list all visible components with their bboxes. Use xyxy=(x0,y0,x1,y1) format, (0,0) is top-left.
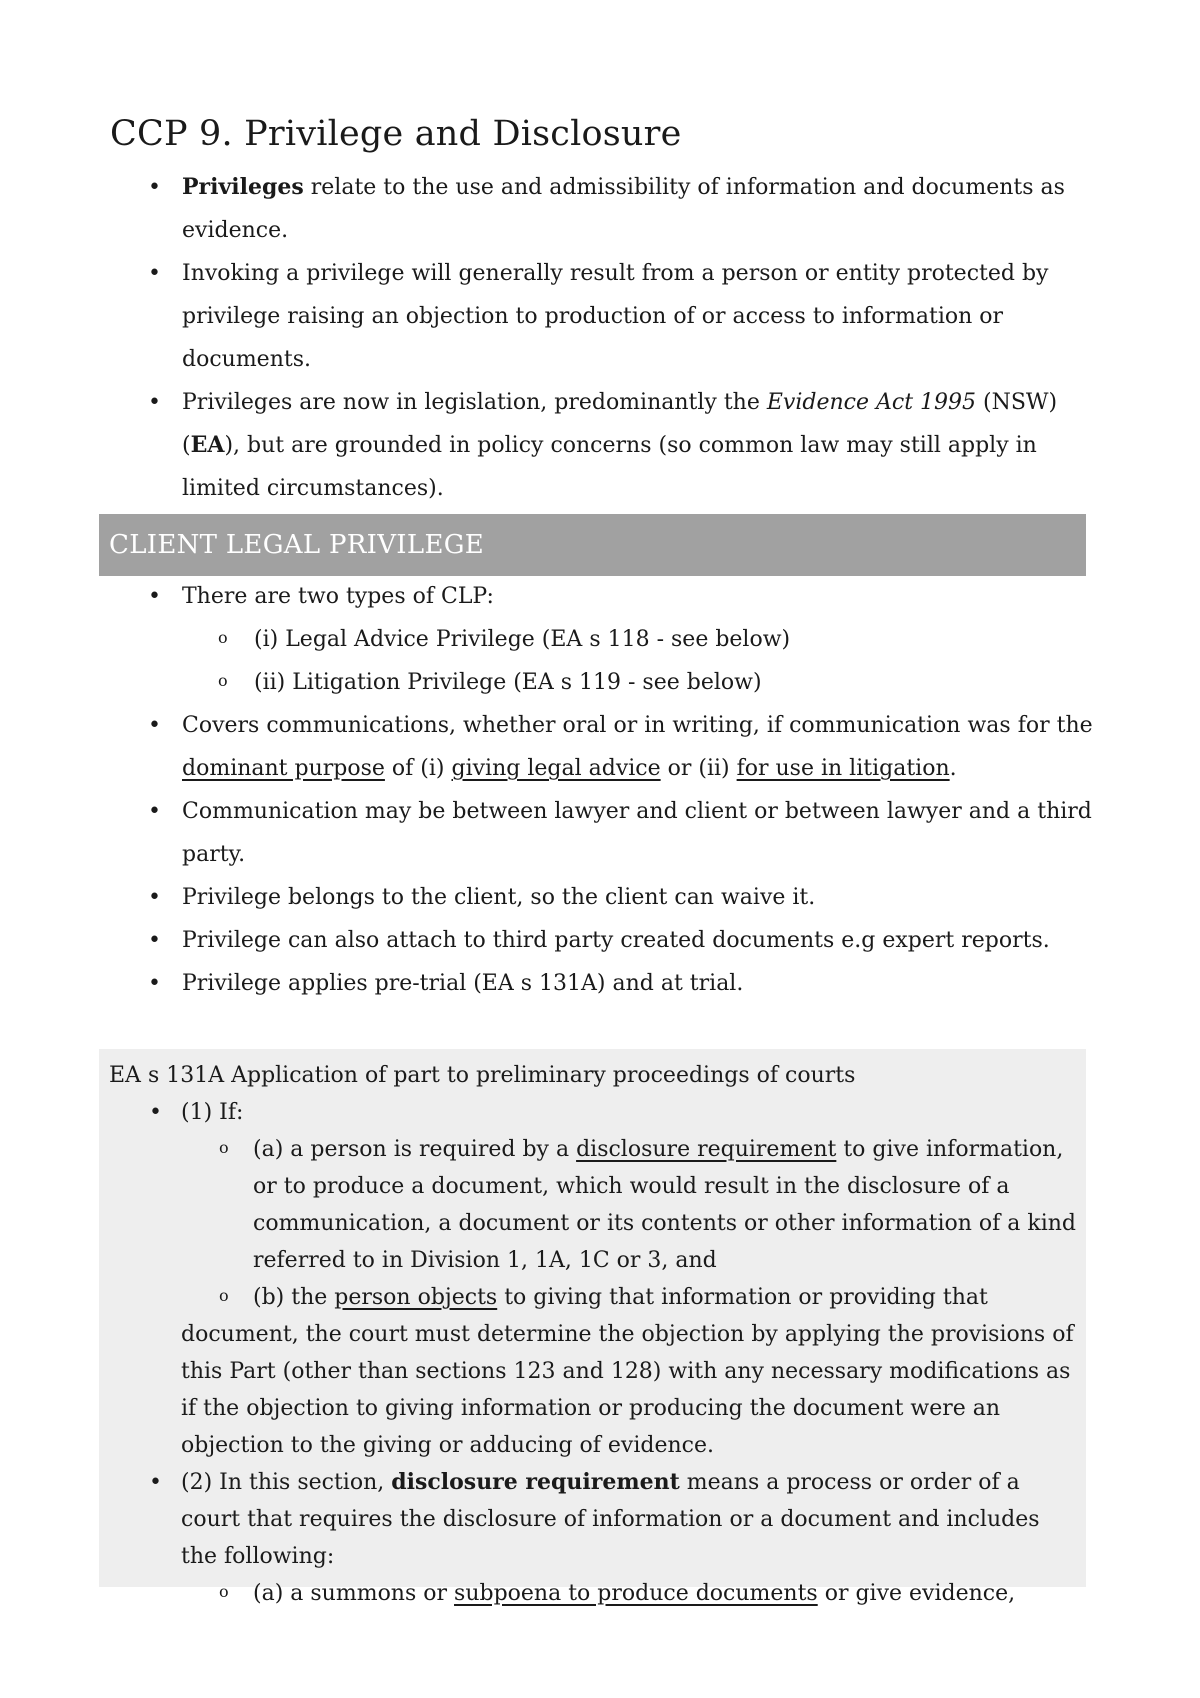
statute-item: • (2) In this section, disclosure requirement means a process or order of a court that requires the disclosure of information or a document and includes the following: xyxy=(109,1464,1076,1575)
act-name: Evidence Act 1995 xyxy=(766,390,977,415)
statute-extract-box xyxy=(99,1049,1086,1606)
statute-sub-item: o (b) the person objects to giving that information or providing that document, the court must determine the objection by applying the provisions of this Part (other than sections 123 and 128) with any necessary modifications as if the objection to giving information or producing the document were an objection to the giving or adducing of evidence. xyxy=(109,1279,1076,1464)
bold-term: Privileges xyxy=(182,174,304,200)
list-item: • Privileges are now in legislation, predominantly the Evidence Act 1995 (NSW) (EA), but are grounded in policy concerns (so common law may still apply in limited circumstances). xyxy=(110,381,1110,510)
underlined-term: person objects xyxy=(334,1285,498,1310)
statute-item: • (1) If: xyxy=(109,1094,1076,1131)
statute-heading: EA s 131A Application of part to preliminary proceedings of courts xyxy=(109,1063,856,1088)
underlined-term: disclosure requirement xyxy=(576,1137,837,1162)
list-item: • Privileges relate to the use and admissibility of information and documents as evidence. xyxy=(110,166,1110,252)
list-item: • Privilege can also attach to third party created documents e.g expert reports. xyxy=(110,919,1110,962)
list-item: • Privilege belongs to the client, so the client can waive it. xyxy=(110,876,1110,919)
list-item: • Covers communications, whether oral or in writing, if communication was for the dominant purpose of (i) giving legal advice or (ii) for use in litigation. xyxy=(110,704,1110,790)
list-item: • Invoking a privilege will generally result from a person or entity protected by privilege raising an objection to production of or access to information or documents. xyxy=(110,252,1110,381)
statute-sub-item: o (a) a summons or subpoena to produce documents or give evidence, xyxy=(109,1575,1076,1612)
list-item: • There are two types of CLP: xyxy=(110,575,1110,618)
underlined-term: subpoena to produce documents xyxy=(454,1581,818,1606)
statute-sub-item: o (a) a person is required by a disclosure requirement to give information, or to produce a document, which would result in the disclosure of a communication, a document or its contents or other information of a kind referred to in Division 1, 1A, 1C or 3, and xyxy=(109,1131,1076,1279)
sub-list-item: o (ii) Litigation Privilege (EA s 119 - see below) xyxy=(110,661,1110,704)
list-item: • Communication may be between lawyer and client or between lawyer and a third party. xyxy=(110,790,1110,876)
intro-list xyxy=(110,166,1110,510)
list-item: • Privilege applies pre-trial (EA s 131A) and at trial. xyxy=(110,962,1110,1005)
underlined-term: for use in litigation xyxy=(736,756,950,781)
bold-term: disclosure requirement xyxy=(391,1469,680,1495)
sub-list-item: o (i) Legal Advice Privilege (EA s 118 - see below) xyxy=(110,618,1110,661)
underlined-term: dominant purpose xyxy=(182,756,385,781)
page-title: CCP 9. Privilege and Disclosure xyxy=(110,114,682,154)
underlined-term: giving legal advice xyxy=(451,756,661,781)
section-heading-banner: CLIENT LEGAL PRIVILEGE xyxy=(99,514,1086,576)
clp-list xyxy=(110,575,1110,1005)
